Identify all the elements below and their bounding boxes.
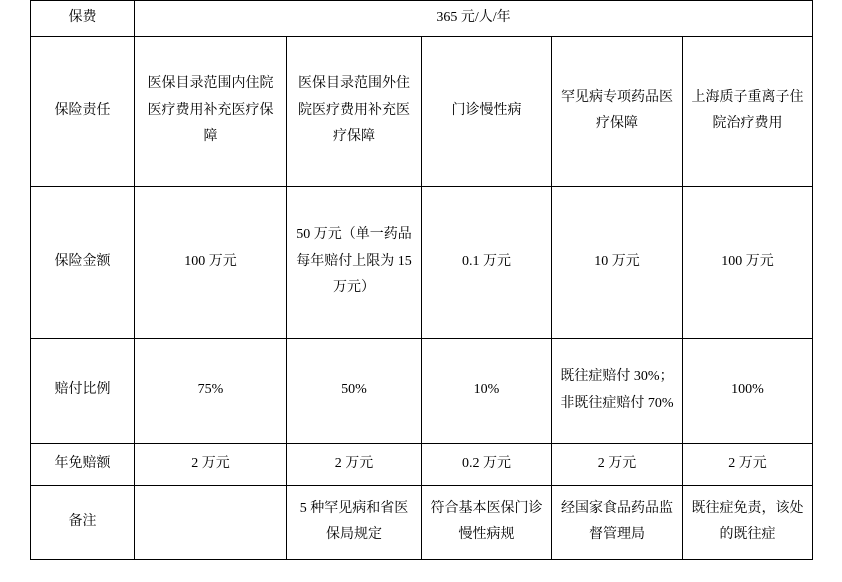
remark-cell-5: 既往症免责，该处的既往症 bbox=[683, 485, 813, 559]
deductible-cell-3: 0.2 万元 bbox=[422, 443, 552, 485]
remark-cell-4: 经国家食品药品监督管理局 bbox=[552, 485, 683, 559]
row-header-deductible: 年免赔额 bbox=[31, 443, 135, 485]
row-header-liability: 保险责任 bbox=[31, 36, 135, 186]
insurance-benefit-table bbox=[30, 0, 813, 560]
ratio-cell-1: 75% bbox=[135, 338, 287, 443]
deductible-cell-4: 2 万元 bbox=[552, 443, 683, 485]
table-row bbox=[31, 338, 813, 443]
deductible-cell-5: 2 万元 bbox=[683, 443, 813, 485]
amount-cell-1: 100 万元 bbox=[135, 186, 287, 338]
ratio-cell-5: 100% bbox=[683, 338, 813, 443]
deductible-cell-1: 2 万元 bbox=[135, 443, 287, 485]
ratio-cell-2: 50% bbox=[287, 338, 422, 443]
table-row bbox=[31, 186, 813, 338]
row-header-amount: 保险金额 bbox=[31, 186, 135, 338]
remark-cell-1 bbox=[135, 485, 287, 559]
ratio-cell-4: 既往症赔付 30%；非既往症赔付 70% bbox=[552, 338, 683, 443]
ratio-cell-3: 10% bbox=[422, 338, 552, 443]
table-row bbox=[31, 485, 813, 559]
liability-cell-5: 上海质子重离子住院治疗费用 bbox=[683, 36, 813, 186]
deductible-cell-2: 2 万元 bbox=[287, 443, 422, 485]
row-header-ratio: 赔付比例 bbox=[31, 338, 135, 443]
remark-cell-2: 5 种罕见病和省医保局规定 bbox=[287, 485, 422, 559]
amount-cell-2: 50 万元（单一药品每年赔付上限为 15 万元） bbox=[287, 186, 422, 338]
liability-cell-4: 罕见病专项药品医疗保障 bbox=[552, 36, 683, 186]
row-header-remark: 备注 bbox=[31, 485, 135, 559]
remark-cell-3: 符合基本医保门诊慢性病规 bbox=[422, 485, 552, 559]
amount-cell-3: 0.1 万元 bbox=[422, 186, 552, 338]
row-header-premium: 保费 bbox=[31, 1, 135, 37]
premium-value: 365 元/人/年 bbox=[135, 1, 813, 37]
liability-cell-1: 医保目录范围内住院医疗费用补充医疗保障 bbox=[135, 36, 287, 186]
table-row bbox=[31, 36, 813, 186]
table-row bbox=[31, 443, 813, 485]
amount-cell-5: 100 万元 bbox=[683, 186, 813, 338]
liability-cell-2: 医保目录范围外住院医疗费用补充医疗保障 bbox=[287, 36, 422, 186]
liability-cell-3: 门诊慢性病 bbox=[422, 36, 552, 186]
amount-cell-4: 10 万元 bbox=[552, 186, 683, 338]
table-row bbox=[31, 1, 813, 37]
